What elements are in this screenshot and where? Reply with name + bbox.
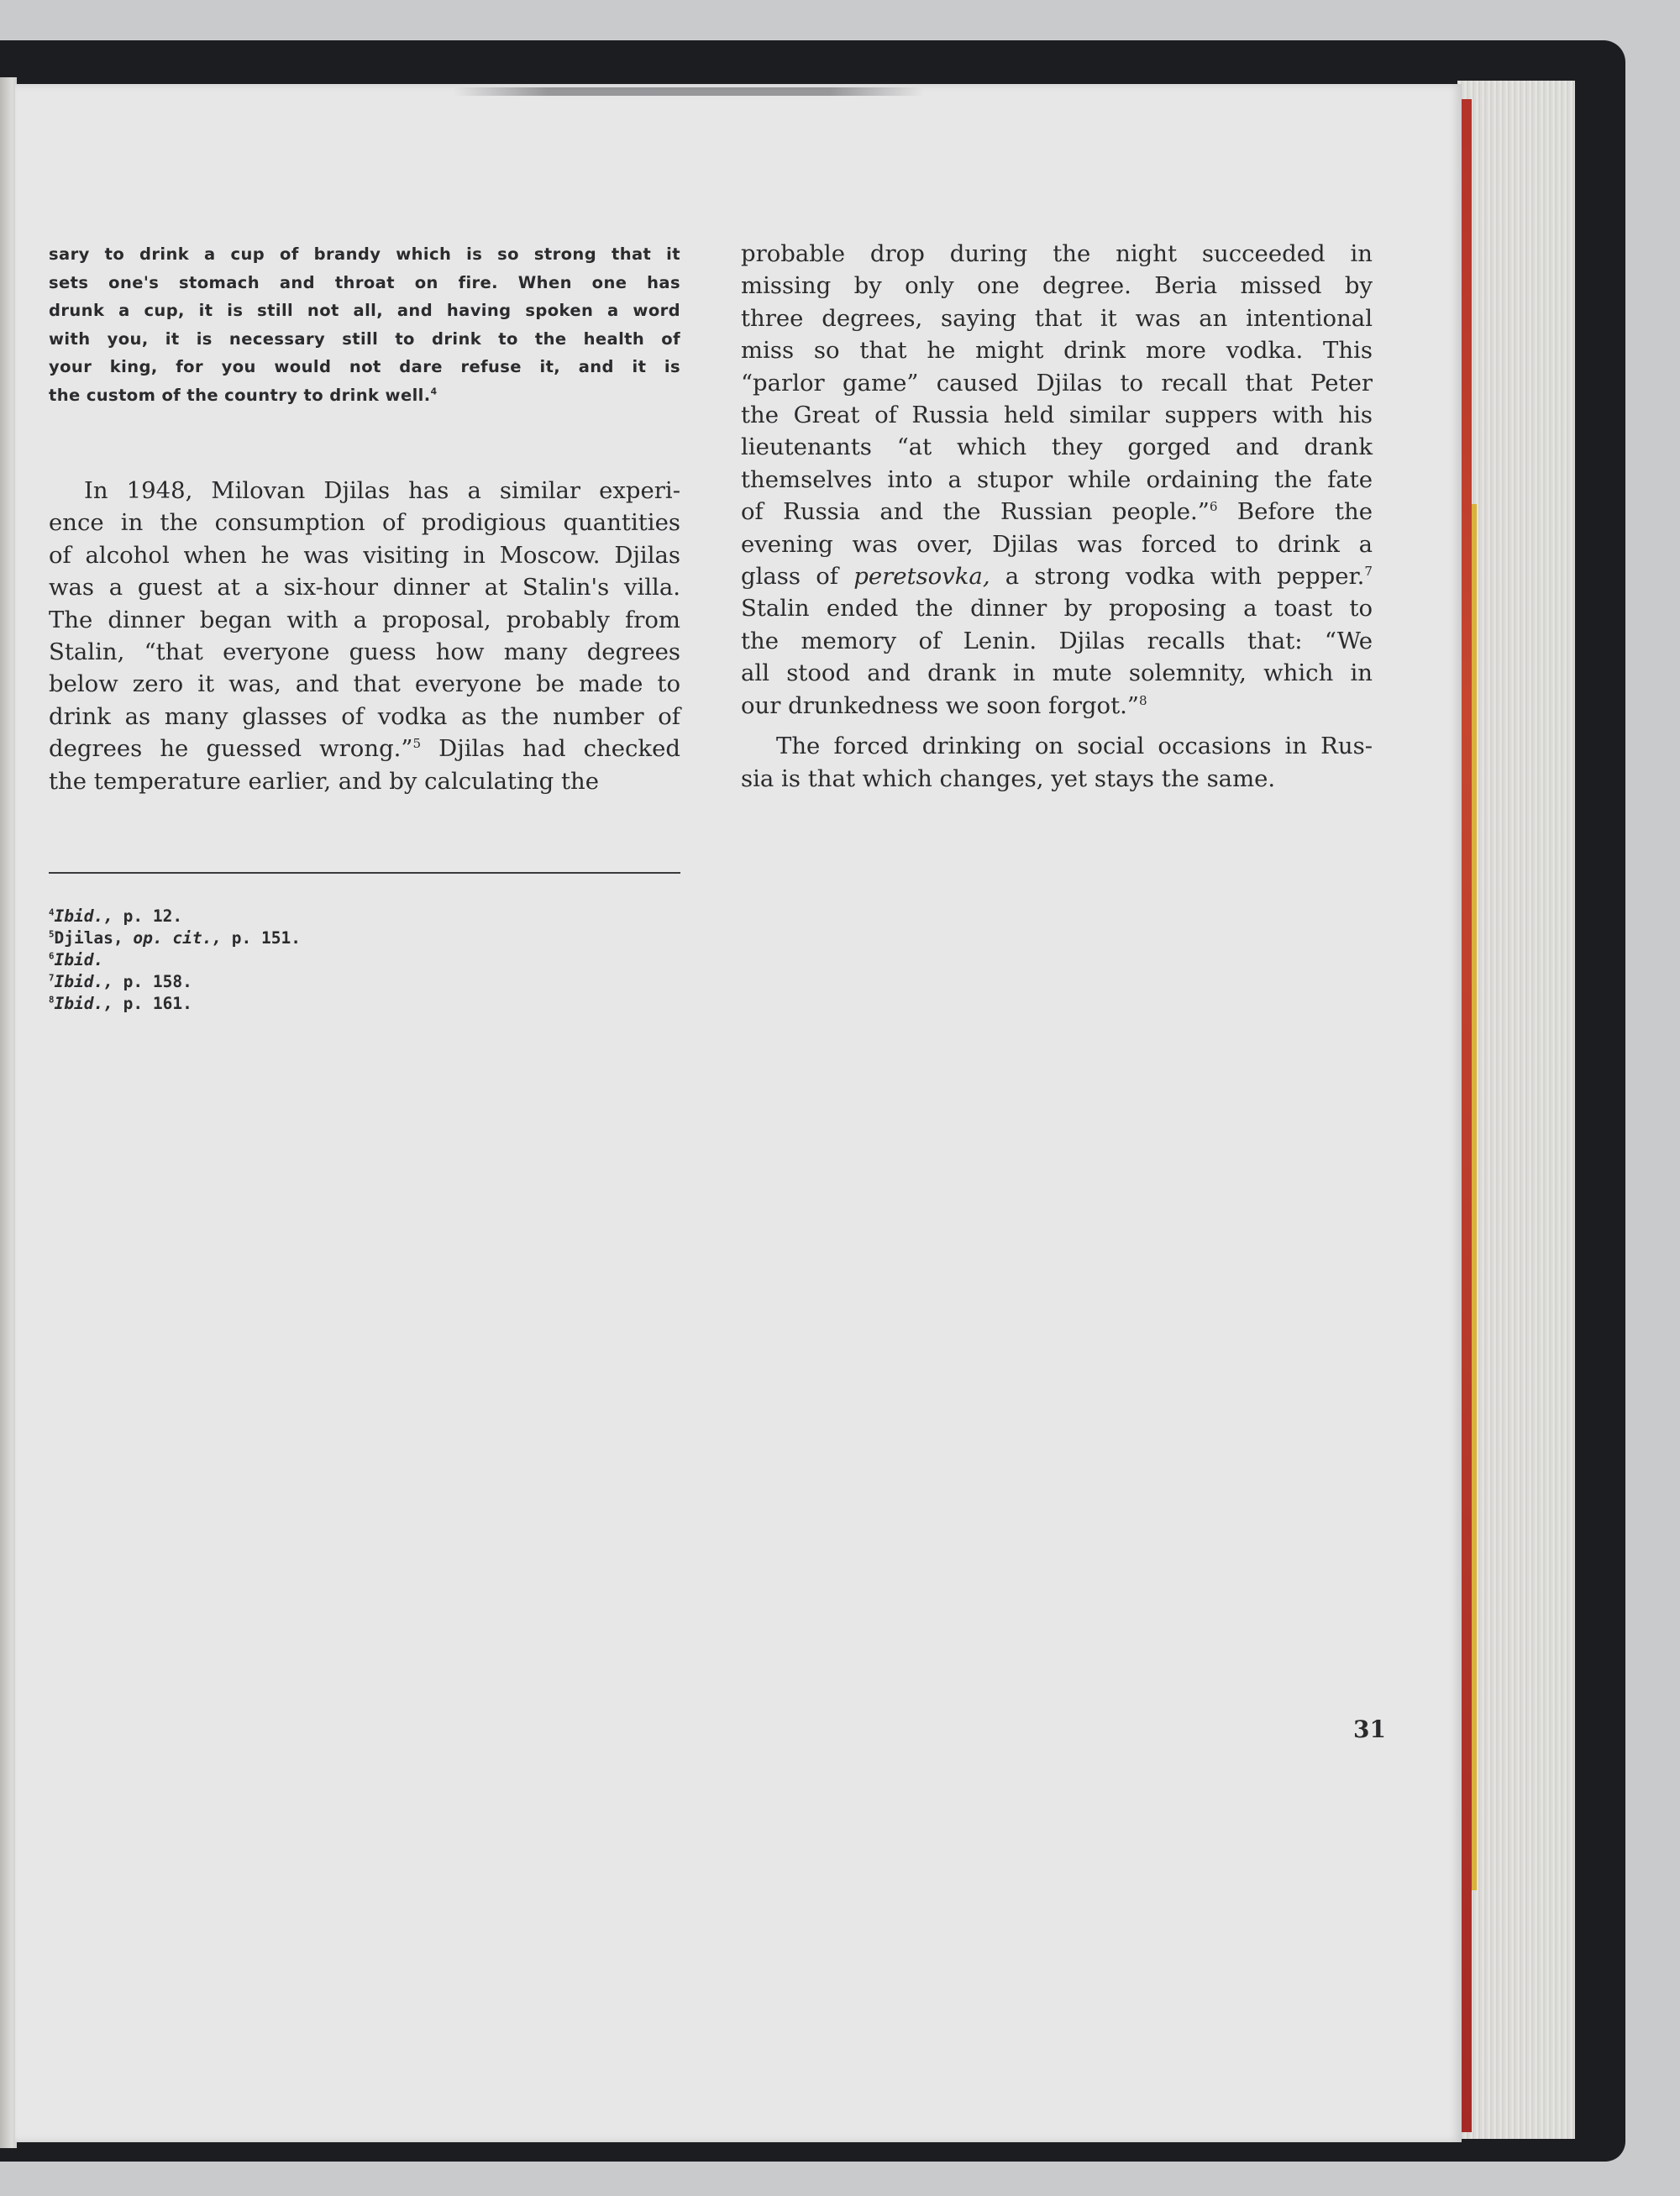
body-line: the temperature earlier, and by calculating the — [49, 767, 599, 795]
left-paragraph — [49, 475, 680, 797]
footnote-italic: Ibid., — [54, 972, 113, 991]
print-bleed-mark — [454, 87, 924, 96]
footnote-rule — [49, 872, 680, 874]
body-line: sia is that which changes, yet stays the same. — [741, 764, 1276, 792]
quote-line: drunk a cup, it is still not all, and having spoken a word — [49, 301, 680, 320]
red-page-edge — [1462, 99, 1472, 2132]
footnote-text: Djilas, — [54, 928, 134, 948]
body-line-text: Before the — [1217, 498, 1373, 526]
body-line: “parlor game” caused Djilas to recall that Peter — [741, 369, 1373, 397]
footnote-number: 7 — [49, 972, 55, 984]
body-line-text: Djilas had checked — [421, 735, 680, 763]
body-line: missing by only one degree. Beria missed by — [741, 272, 1373, 300]
body-line: The dinner began with a proposal, probably from — [49, 606, 680, 633]
body-line — [49, 733, 680, 764]
footnote-italic: op. cit., — [133, 928, 223, 948]
footnote-text: p. 151. — [222, 928, 301, 948]
right-paragraphs — [741, 238, 1373, 795]
quote-line: with you, it is necessary still to drink to the health of — [49, 328, 680, 349]
body-line-text: degrees he guessed wrong.” — [49, 735, 413, 763]
footnote-ref: 8 — [1138, 692, 1147, 708]
footnote-text: p. 12. — [113, 906, 183, 926]
body-line: of alcohol when he was visiting in Moscow. Djilas — [49, 541, 680, 569]
body-line: the memory of Lenin. Djilas recalls that: “We — [741, 627, 1373, 654]
body-line: drink as many glasses of vodka as the number of — [49, 702, 680, 730]
footnote-ref: 7 — [1364, 563, 1373, 579]
body-line: In 1948, Milovan Djilas has a similar experi- — [84, 477, 680, 504]
body-line: Stalin, “that everyone guess how many degrees — [49, 638, 680, 666]
left-page-edge — [0, 77, 17, 2148]
footnote-item — [49, 971, 469, 993]
yellow-page-edge — [1472, 504, 1477, 1890]
footnote-italic: Ibid., — [54, 906, 113, 926]
footnote-item — [49, 993, 469, 1015]
body-line: below zero it was, and that everyone be made to — [49, 670, 680, 698]
block-quote — [49, 240, 680, 409]
footnote-text: p. 161. — [113, 994, 192, 1013]
body-line: was a guest at a six-hour dinner at Stalin's villa. — [49, 574, 680, 602]
quote-line: sary to drink a cup of brandy which is so strong that it — [49, 244, 680, 264]
footnote-italic: Ibid., — [54, 994, 113, 1013]
quote-line: your king, for you would not dare refuse it, and it is — [49, 357, 680, 376]
body-line-text: glass of — [741, 563, 854, 591]
body-line: probable drop during the night succeeded in — [741, 240, 1373, 267]
italic-term: peretsovka, — [853, 563, 990, 591]
footnote-number: 6 — [49, 950, 55, 962]
body-line: miss so that he might drink more vodka. This — [741, 337, 1373, 365]
body-line: ence in the consumption of prodigious quantities — [49, 509, 680, 537]
body-line: the Great of Russia held similar suppers with his — [741, 402, 1373, 429]
body-line: Stalin ended the dinner by proposing a toast to — [741, 595, 1373, 623]
body-line — [741, 496, 1373, 528]
quote-line: sets one's stomach and throat on fire. When one has — [49, 272, 680, 292]
footnote-number: 5 — [49, 928, 55, 940]
footnote-ref: 5 — [412, 736, 422, 752]
body-line: three degrees, saying that it was an intentional — [741, 304, 1373, 332]
body-line-text: a strong vodka with pepper. — [990, 563, 1365, 591]
footnote-number: 4 — [49, 906, 55, 918]
footnote-ref: 4 — [430, 386, 438, 397]
footnotes — [49, 906, 469, 1015]
footnote-ref: 6 — [1209, 499, 1218, 515]
paragraph-gap — [741, 722, 1373, 730]
footnote-item — [49, 906, 469, 927]
body-line: evening was over, Djilas was forced to drink a — [741, 530, 1373, 558]
footnote-number: 8 — [49, 994, 55, 1006]
quote-line-text: the custom of the country to drink well. — [49, 385, 431, 405]
body-line-text: our drunkedness we soon forgot.” — [741, 691, 1139, 719]
body-line — [741, 560, 1373, 592]
body-line — [741, 690, 1373, 722]
body-line: themselves into a stupor while ordaining the fate — [741, 465, 1373, 493]
body-line: The forced drinking on social occasions in Rus- — [776, 733, 1373, 760]
body-line-text: of Russia and the Russian people.” — [741, 498, 1210, 526]
footnote-italic: Ibid. — [54, 950, 104, 969]
page-number: 31 — [1353, 1715, 1386, 1743]
body-line: lieutenants “at which they gorged and drank — [741, 433, 1373, 461]
footnote-text: p. 158. — [113, 972, 192, 991]
footnote-item — [49, 927, 469, 949]
footnote-item — [49, 949, 469, 971]
quote-line-last — [49, 381, 680, 410]
body-line: all stood and drank in mute solemnity, which in — [741, 659, 1373, 687]
